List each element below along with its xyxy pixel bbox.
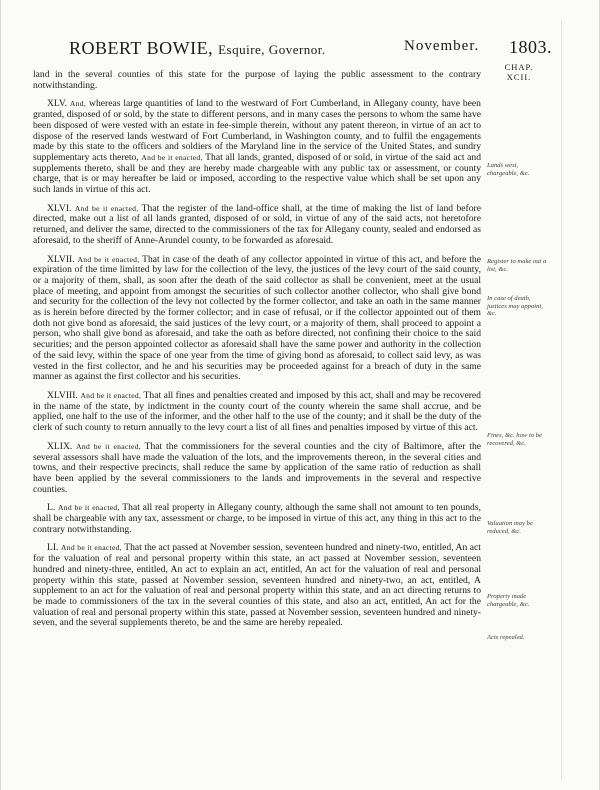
sidenote-xlvii: In case of death, justices may appoint, &c. xyxy=(487,295,543,318)
section-xlviii: XLVIII. And be it enacted, That all fines and penalties created and imposed by this act, shall and may be recovered in the name of the state, by indictment in the county court of the county wherein the same shall accrue, and be applied, one half to the use of the informer, and the other half to the use of the county; and it shall be the duty of the clerk of such county to return annually to the levy court a list of all fines and penalties imposed by virtue of this act. xyxy=(33,389,481,434)
section-xlvii: XLVII. And be it enacted, That in case of the death of any collector appointed in virtue of this act, and before the expiration of the time limitted by law for the collection of the levy, the justices of the levy court of the said county, or a majority of them, shall, as soon after the death of the said collector as shall be convenient, meet at the usual place of meeting, and appoint from amongst the securities of such collector another collector, who shall give bond and security for the collection of the levy not collected by the former collector, and take an oath in the same manner as is herein before directed by the former collector; and in case of refusal, or if the collector appointed out of them doth not give bond as aforesaid, the said justices of the levy court, or a majority of them, shall proceed to appoint a person, who shall give bond as aforesaid, and take the oath as before directed, not confining their choice to the said securities; and the person appointed collector as aforesaid shall have the same power and authority in the collection of the said levy, within the space of one year from the time of giving bond as aforesaid, to collect said levy, as was vested in the first collector, and he and his securities may be proceeded against for a breach of duty in the same manner as against the first collector and his securities. xyxy=(33,253,481,383)
statute-text xyxy=(33,70,481,629)
section-xlvi: XLVI. And be it enacted, That the register of the land-office shall, at the time of making the list of land before directed, make out a list of all lands granted, disposed of or sold, in virtue of any of the said acts, not heretofore returned, and deliver the same, directed to the commissioners of the tax for Allegany county, sealed and endorsed as aforesaid, to the sheriff of Anne-Arundel county, to be forwarded as aforesaid. xyxy=(33,202,481,246)
section-xlix: XLIX. And be it enacted, That the commissioners for the several counties and the city of Baltimore, after the several assessors shall have made the valuation of the lots, and the improvements thereon, in the several cities and towns, and their respective precincts, shall reduce the same by application of the same ratio of reduction as shall have been applied by the several commissioners to the lands and improvements in the several and respective counties. xyxy=(33,440,481,495)
sidenote-li: Acts repealed. xyxy=(487,634,525,641)
sidenote-xlv: Lands west, chargeable, &c. xyxy=(487,162,530,177)
sidenote-xlix: Valuation may be reduced, &c. xyxy=(487,520,533,535)
section-intro: land in the several counties of this state for the purpose of laying the public assessment to the contrary notwithstanding. xyxy=(33,69,481,91)
header-month: November. xyxy=(404,38,480,54)
section-l: L. And be it enacted, That all real property in Allegany county, although the same shall not amount to ten pounds, shall be chargeable with any tax, assessment or charge, to be imposed in virtue of this act, any thing in this act to the contrary notwithstanding. xyxy=(33,502,481,535)
header-governor: ROBERT BOWIE, Esquire, Governor. xyxy=(69,38,326,58)
sidenote-l: Property made chargeable, &c. xyxy=(487,593,530,608)
page-gutter xyxy=(561,20,562,780)
header-year: 1803. xyxy=(509,37,552,57)
sidenote-xlvi: Register to make out a list, &c. xyxy=(487,258,547,273)
sidenote-xlviii: Fines, &c. how to be recovered, &c. xyxy=(487,432,542,447)
section-xlv: XLV. And, whereas large quantities of land to the westward of Fort Cumberland, in Allegany county, have been granted, disposed of or sold, by the state to different persons, and in many cases the persons to whom the same have been disposed of were vested with an estate in fee-simple therein, without any patent thereon, in virtue of an act to dispose of the reserved lands westward of Fort Cumberland, in Washington county, and to fulfil the engagements made by this state to the officers and soldiers of the Maryland line in the service of the United States, and sundry supplementary acts thereto, And be it enacted, That all lands, granted, disposed of or sold, in virtue of the said act and supplements thereto, shall be and they are hereby made chargeable with any public tax or assessment, or county charge, that is or may hereafter be laid or imposed, according to the respective value which shall be set upon any such lands in virtue of this act. xyxy=(33,98,481,196)
chapter-marker: CHAP. XCII. xyxy=(504,62,534,82)
section-li: LI. And be it enacted, That the act passed at November session, seventeen hundred and ninety-two, entitled, An act for the valuation of real and personal property within this state, an act passed at November session, seventeen hundred and ninety-three, entitled, An act to explain an act, entitled, An act for the valuation of real and personal property within this state, passed at November session, seventeen hundred and ninety-two, an act, entitled, A supplement to an act for the valuation of real and personal property within this state, and an act directing returns to be made to commissioners of the tax in the several counties of this state, and also an act, entitled, An act for the valuation of real and personal property within this state, passed at November session, seventeen hundred and ninety-seven, and the several supplements thereto, be and the same are hereby repealed. xyxy=(33,542,481,629)
running-header xyxy=(29,37,552,64)
